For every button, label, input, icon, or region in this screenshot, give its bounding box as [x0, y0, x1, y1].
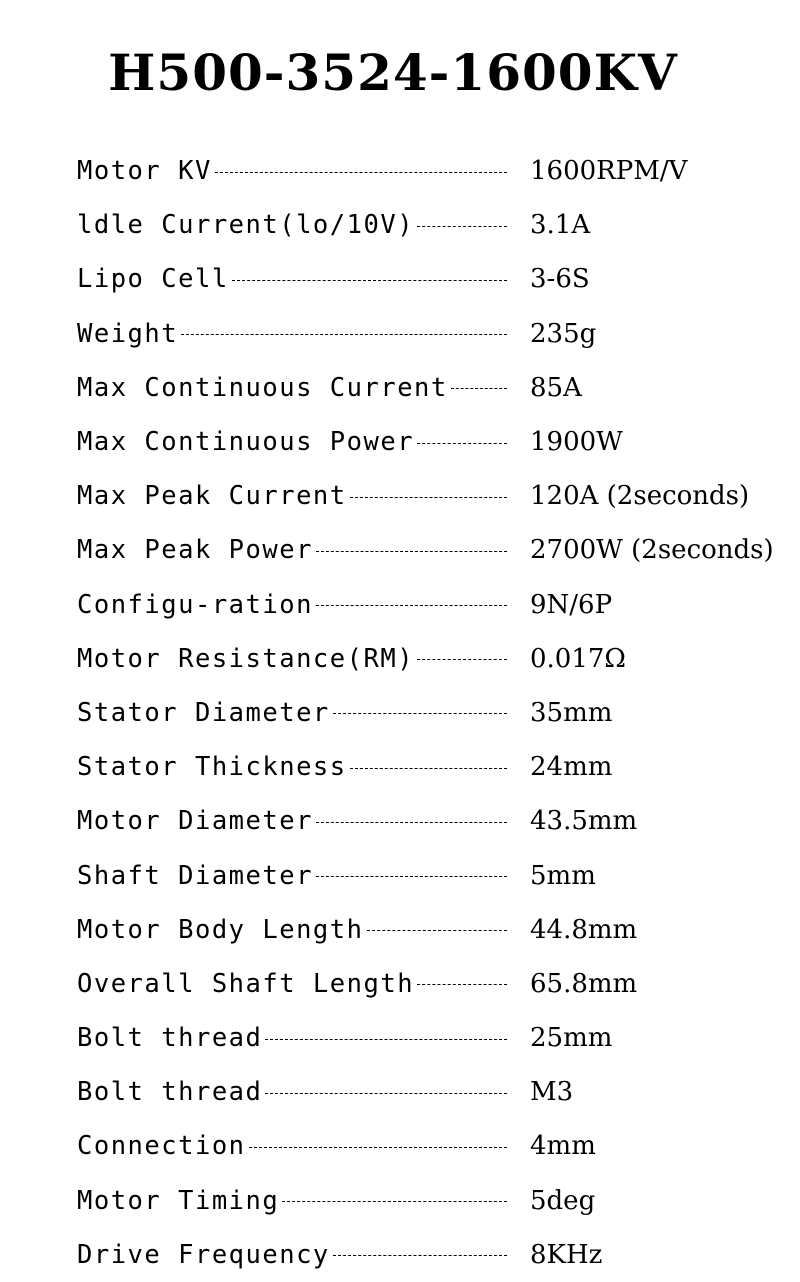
spec-label: Lipo Cell: [77, 264, 229, 295]
spec-value: 35mm: [530, 697, 613, 728]
spec-row: [77, 1228, 800, 1282]
spec-label: Shaft Diameter: [77, 860, 313, 891]
spec-row: [77, 523, 800, 577]
spec-row: [77, 794, 800, 848]
spec-value: 2700W (2seconds): [530, 535, 774, 566]
spec-label: Max Peak Power: [77, 535, 313, 566]
product-title: H500-3524-1600KV: [108, 43, 678, 102]
spec-row: [77, 578, 800, 632]
spec-value: 43.5mm: [530, 806, 638, 837]
leader-dashes: [350, 497, 507, 498]
spec-value: 5deg: [530, 1185, 596, 1216]
spec-row: [77, 1119, 800, 1173]
spec-value: 3-6S: [530, 264, 590, 295]
spec-label: Configu-ration: [77, 589, 313, 620]
spec-label: Max Continuous Power: [77, 427, 415, 458]
spec-row: [77, 903, 800, 957]
spec-row: [77, 307, 800, 361]
leader-dashes: [249, 1147, 507, 1148]
spec-label: Drive Frequency: [77, 1239, 330, 1270]
spec-value: 235g: [530, 318, 597, 349]
spec-value: 1600RPM/V: [530, 156, 688, 187]
leader-dashes: [282, 1201, 507, 1202]
leader-dashes: [350, 768, 507, 769]
spec-row: [77, 740, 800, 794]
spec-list: [77, 144, 800, 1282]
spec-row: [77, 1065, 800, 1119]
spec-label: Max Continuous Current: [77, 372, 448, 403]
spec-label: Max Peak Current: [77, 481, 347, 512]
leader-dashes: [316, 605, 507, 606]
spec-label: Connection: [77, 1131, 246, 1162]
spec-value: 25mm: [530, 1023, 613, 1054]
spec-value: 9N/6P: [530, 589, 613, 620]
leader-dashes: [316, 822, 507, 823]
leader-dashes: [265, 1039, 507, 1040]
leader-dashes: [316, 551, 507, 552]
spec-label: ldle Current(lo/10V): [77, 210, 415, 241]
spec-row: [77, 198, 800, 252]
spec-value: 1900W: [530, 427, 623, 458]
spec-row: [77, 144, 800, 198]
spec-value: 120A (2seconds): [530, 481, 750, 512]
leader-dashes: [333, 713, 507, 714]
spec-label: Bolt thread: [77, 1023, 263, 1054]
spec-row: [77, 632, 800, 686]
spec-row: [77, 957, 800, 1011]
spec-label: Stator Diameter: [77, 697, 330, 728]
spec-row: [77, 1011, 800, 1065]
leader-dashes: [417, 984, 507, 985]
spec-value: 24mm: [530, 752, 613, 783]
spec-label: Overall Shaft Length: [77, 968, 415, 999]
leader-dashes: [333, 1255, 507, 1256]
leader-dashes: [451, 388, 507, 389]
spec-value: 65.8mm: [530, 968, 638, 999]
spec-label: Motor Diameter: [77, 806, 313, 837]
spec-value: 3.1A: [530, 210, 591, 241]
spec-row: [77, 469, 800, 523]
leader-dashes: [181, 334, 507, 335]
spec-label: Bolt thread: [77, 1077, 263, 1108]
spec-row: [77, 1174, 800, 1228]
spec-row: [77, 848, 800, 902]
spec-value: 0.017Ω: [530, 643, 626, 674]
spec-value: 85A: [530, 372, 582, 403]
spec-value: M3: [530, 1077, 574, 1108]
leader-dashes: [316, 876, 507, 877]
spec-value: 4mm: [530, 1131, 596, 1162]
spec-row: [77, 686, 800, 740]
spec-row: [77, 415, 800, 469]
leader-dashes: [417, 226, 507, 227]
leader-dashes: [367, 930, 508, 931]
leader-dashes: [232, 280, 507, 281]
leader-dashes: [417, 443, 507, 444]
leader-dashes: [265, 1093, 507, 1094]
spec-label: Weight: [77, 318, 179, 349]
spec-label: Motor Timing: [77, 1185, 280, 1216]
leader-dashes: [215, 172, 507, 173]
spec-label: Stator Thickness: [77, 752, 347, 783]
spec-value: 44.8mm: [530, 914, 638, 945]
spec-row: [77, 252, 800, 306]
spec-value: 5mm: [530, 860, 596, 891]
spec-label: Motor Resistance(RM): [77, 643, 415, 674]
spec-row: [77, 361, 800, 415]
spec-label: Motor KV: [77, 156, 212, 187]
spec-label: Motor Body Length: [77, 914, 364, 945]
spec-value: 8KHz: [530, 1239, 603, 1270]
leader-dashes: [417, 659, 507, 660]
